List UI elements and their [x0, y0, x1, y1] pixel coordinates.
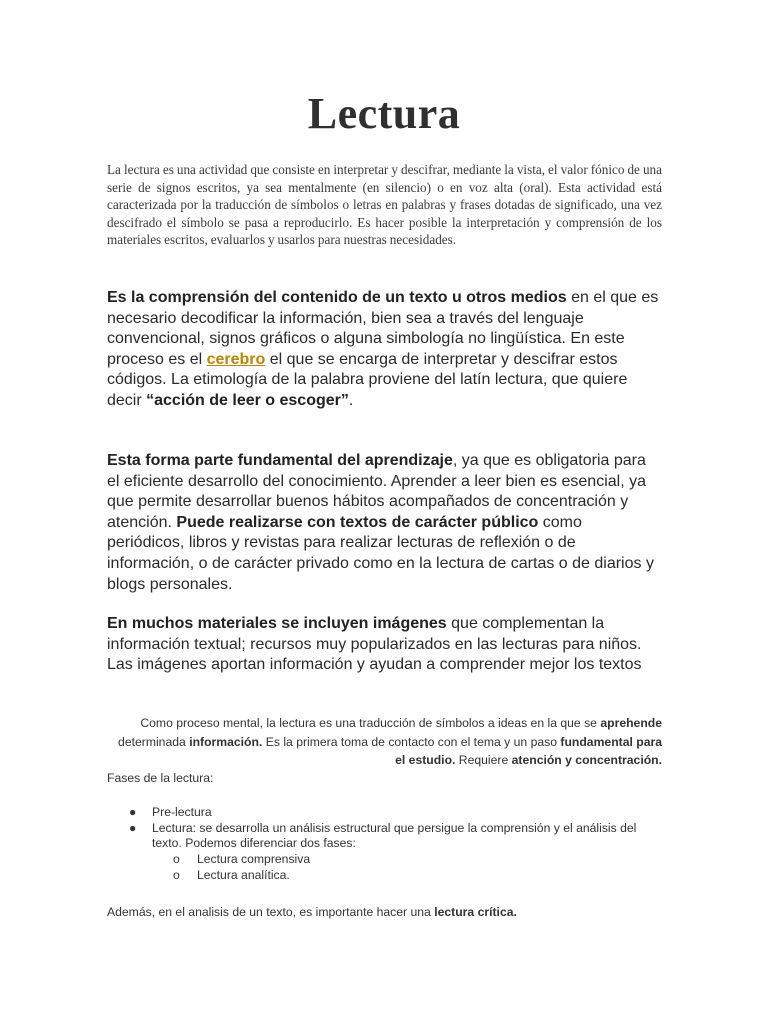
paragraph-imagenes [107, 614, 662, 676]
bold-quote: “acción de leer o escoger” [146, 391, 349, 409]
bold-term: información. [189, 734, 263, 749]
intro-paragraph: La lectura es una actividad que consiste en interpretar y descifrar, mediante la vista, el valor fónico de una serie de signos escritos, ya sea mentalmente (en silencio) o en voz alta (oral). Esta actividad está caracterizada por la traducción de símbolos o letras en palabras y frases dotadas de significado, una vez descifrado el símbolo se pasa a reproducirlo. Es hacer posible la interpretación y comprensión de los materiales escritos, evaluarlos y usarlos para nuestras necesidades. [107, 162, 662, 248]
subphases-list [152, 852, 667, 883]
list-item [107, 805, 667, 821]
fases-heading: Fases de la lectura: [107, 771, 214, 785]
sub-list-item-label: Lectura comprensiva [197, 852, 311, 867]
paragraph-text: . [348, 391, 354, 409]
phases-list [107, 805, 667, 884]
bold-term: fundamental para el estudio. [395, 734, 662, 767]
paragraph-proceso-mental [107, 714, 662, 770]
paragraph-text: Como proceso mental, la lectura es una traducción de símbolos a ideas en la que se [140, 716, 601, 730]
bold-lead: Esta forma parte fundamental del aprendizaje [107, 452, 453, 469]
paragraph-text: determinada [118, 734, 190, 749]
cerebro-link[interactable]: cerebro [206, 350, 266, 368]
paragraph-text: el que se encarga de interpretar y descifrar estos códigos. La etimología de la palabra proviene del latín lectura, que quiere decir [107, 350, 628, 409]
paragraph-text: Es la primera toma de contacto con el tema y un paso [262, 734, 561, 749]
bold-lead: En muchos materiales se incluyen imágenes [107, 615, 447, 632]
circle-bullet-icon: o [173, 852, 180, 867]
paragraph-aprendizaje [107, 451, 662, 595]
bullet-icon: ● [129, 805, 137, 819]
paragraph-text: , ya que es obligatoria para el eficiente desarrollo del conocimiento. Aprender a leer bien es esencial, ya que permite desarrollar buenos hábitos acompañados de concentración y atención. [107, 452, 646, 531]
bold-term: aprehende [600, 716, 662, 730]
page-title: Lectura [307, 89, 461, 138]
paragraph-comprension [107, 288, 662, 412]
paragraph-text: Además, en el analisis de un texto, es importante hacer una [107, 905, 435, 919]
list-item [107, 821, 667, 884]
bold-term: lectura crítica. [434, 905, 517, 919]
paragraph-text: que complementan la información textual; recursos muy popularizados en las lecturas para niños. Las imágenes aportan información y ayudan a comprender mejor los textos [107, 615, 642, 674]
paragraph-text: como periódicos, libros y revistas para realizar lecturas de reflexión o de información, o de carácter privado como en la lectura de cartas o de diarios y blogs personales. [107, 513, 654, 593]
bold-term: atención y concentración. [511, 753, 662, 767]
closing-paragraph [107, 904, 517, 920]
sub-list-item-label: Lectura analítica. [197, 867, 290, 882]
bullet-icon: ● [129, 820, 137, 835]
sub-list-item [152, 868, 667, 884]
bold-mid: Puede realizarse con textos de carácter público [176, 513, 539, 531]
list-item-label: Pre-lectura [152, 805, 212, 819]
paragraph-text: Requiere [455, 753, 512, 767]
sub-list-item [152, 852, 667, 868]
list-item-label: Lectura: se desarrolla un análisis estructural que persigue la comprensión y el análisis del texto. Podemos diferenciar dos fases: [152, 820, 637, 851]
bold-lead: Es la comprensión del contenido de un texto u otros medios [107, 289, 567, 306]
circle-bullet-icon: o [173, 867, 180, 882]
paragraph-text: en el que es necesario decodificar la información, bien sea a través del lenguaje convencional, signos gráficos o alguna simbología no lingüística. En este proceso es el [107, 289, 659, 368]
